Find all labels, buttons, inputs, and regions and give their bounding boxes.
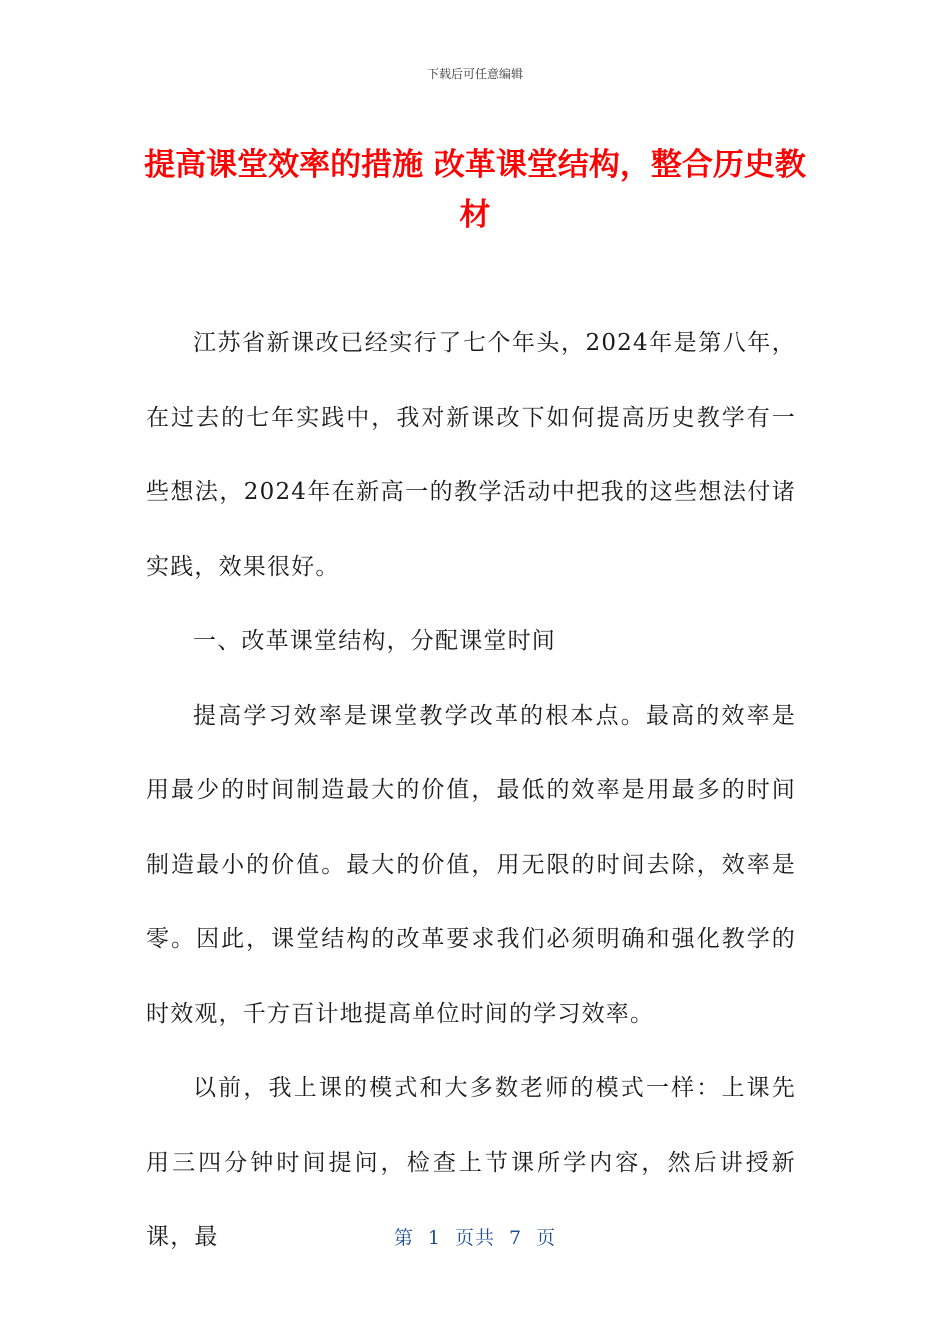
footer-total-pages: 7 bbox=[509, 1227, 523, 1249]
footer-prefix: 第 bbox=[393, 1227, 414, 1249]
paragraph-efficiency: 提高学习效率是课堂教学改革的根本点。最高的效率是用最少的时间制造最大的价值，最低的效率是用最多的时间制造最小的价值。最大的价值，用无限的时间去除，效率是零。因此，课堂结构的改革要求我们必须明确和强化教学的时效观，千方百计地提高单位时间的学习效率。 bbox=[146, 702, 796, 1027]
section-heading-1: 一、改革课堂结构，分配课堂时间 bbox=[193, 628, 556, 654]
footer-middle: 页共 bbox=[454, 1227, 495, 1249]
footer-current-page: 1 bbox=[427, 1227, 441, 1249]
page-header-note: 下载后可任意编辑 bbox=[426, 67, 523, 81]
footer-suffix: 页 bbox=[536, 1227, 557, 1249]
paragraph-intro: 江苏省新课改已经实行了七个年头，2024年是第八年，在过去的七年实践中，我对新课改下如何提高历史教学有一些想法，2024年在新高一的教学活动中把我的这些想法付诸实践，效果很好。 bbox=[146, 330, 796, 580]
page-footer bbox=[0, 1224, 950, 1252]
document-body bbox=[146, 306, 796, 1275]
paragraph-previous-mode: 以前，我上课的模式和大多数老师的模式一样：上课先用三四分钟时间提问，检查上节课所学内容，然后讲授新课，最 bbox=[146, 1075, 796, 1250]
document-title: 提高课堂效率的措施 改革课堂结构，整合历史教材 bbox=[144, 147, 806, 233]
